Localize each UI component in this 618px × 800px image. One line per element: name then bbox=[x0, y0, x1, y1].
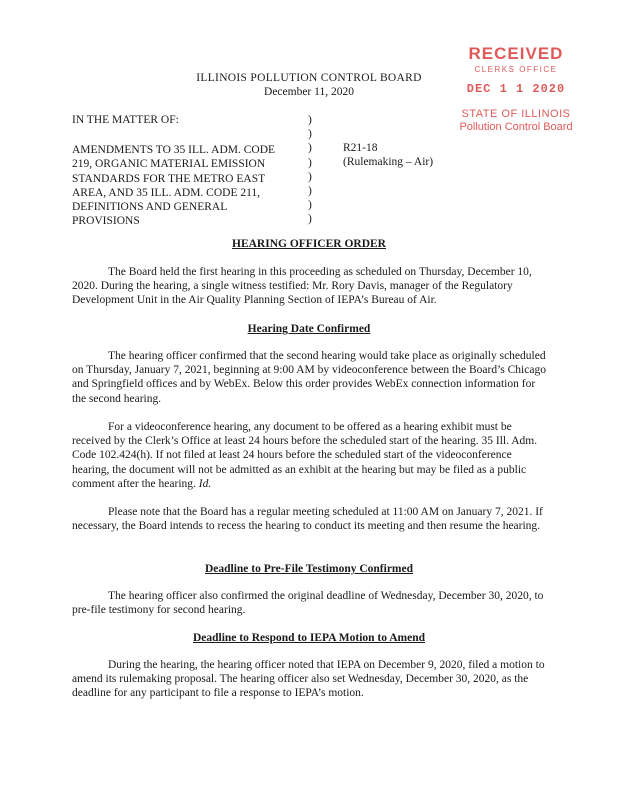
caption-line: AREA, AND 35 ILL. ADM. CODE 211, bbox=[72, 186, 261, 199]
board-name: ILLINOIS POLLUTION CONTROL BOARD bbox=[196, 72, 422, 84]
heading-respond-deadline: Deadline to Respond to IEPA Motion to Amend bbox=[192, 632, 426, 644]
caption-line: 219, ORGANIC MATERIAL EMISSION bbox=[72, 158, 266, 171]
order-date: December 11, 2020 bbox=[264, 86, 354, 98]
paragraph-prefile: The hearing officer also confirmed the original deadline of Wednesday, December 30, 2020, to pre-file testimony for second hearing. bbox=[72, 590, 544, 617]
stamp-state: STATE OF ILLINOIS bbox=[461, 108, 571, 120]
paragraph-second-hearing: The hearing officer confirmed that the second hearing would take place as originally scheduled on Thursday, January 7, 2021, beginning at 9:00 AM by videoconference between the Board’s Chicago and Springfield offices and by WebEx. Below this order provides WebEx connection information for the second hearing. bbox=[72, 350, 546, 405]
heading-hearing-date-confirmed: Hearing Date Confirmed bbox=[247, 323, 371, 335]
paragraph-motion-to-amend: During the hearing, the hearing officer noted that IEPA on December 9, 2020, filed a motion to amend its rulemaking proposal. The hearing officer also set Wednesday, December 30, 2020, as the deadline for any participant to file a response to IEPA’s motion. bbox=[72, 659, 545, 700]
docket-info bbox=[343, 141, 433, 169]
paragraph-first-hearing: The Board held the first hearing in this proceeding as scheduled on Thursday, December 10, 2020. During the hearing, a single witness testified: Mr. Rory Davis, manager of the Regulatory Development Unit in the Air Quality Planning Section of IEPA’s Bureau of Air. bbox=[72, 266, 532, 307]
case-caption bbox=[72, 113, 275, 228]
caption-line: PROVISIONS bbox=[72, 215, 140, 228]
docket-type: (Rulemaking – Air) bbox=[343, 156, 434, 169]
docket-number: R21-18 bbox=[343, 142, 378, 154]
caption-line: AMENDMENTS TO 35 ILL. ADM. CODE bbox=[72, 144, 276, 157]
in-the-matter: IN THE MATTER OF: bbox=[72, 114, 179, 126]
caption-line: STANDARDS FOR THE METRO EAST bbox=[72, 172, 266, 185]
stamp-office: CLERKS OFFICE bbox=[474, 65, 558, 74]
order-title: HEARING OFFICER ORDER bbox=[232, 238, 386, 250]
stamp-board: Pollution Control Board bbox=[459, 121, 573, 133]
paragraph-board-meeting: Please note that the Board has a regular meeting scheduled at 11:00 AM on January 7, 2021. If necessary, the Board intends to recess the hearing to conduct its meeting and then resume the hearing. bbox=[72, 506, 543, 533]
stamp-date: DEC 1 1 2020 bbox=[466, 82, 566, 96]
paragraph-exhibit-filing: For a videoconference hearing, any document to be offered as a hearing exhibit must be received by the Clerk’s Office at least 24 hours before the scheduled start of the hearing. 35 Ill. Adm. Code 102.424(h). If not filed at least 24 hours before the scheduled start of the videoconference hearing, the document will not be admitted as an exhibit at the hearing but may be filed as a public comment after the hearing. Id. bbox=[72, 421, 538, 490]
caption-parens: ) ) ) ) ) ) ) ) bbox=[308, 114, 312, 226]
heading-prefile-deadline: Deadline to Pre-File Testimony Confirmed bbox=[204, 563, 414, 575]
stamp-received: RECEIVED bbox=[468, 44, 564, 63]
caption-line: DEFINITIONS AND GENERAL bbox=[72, 201, 228, 214]
